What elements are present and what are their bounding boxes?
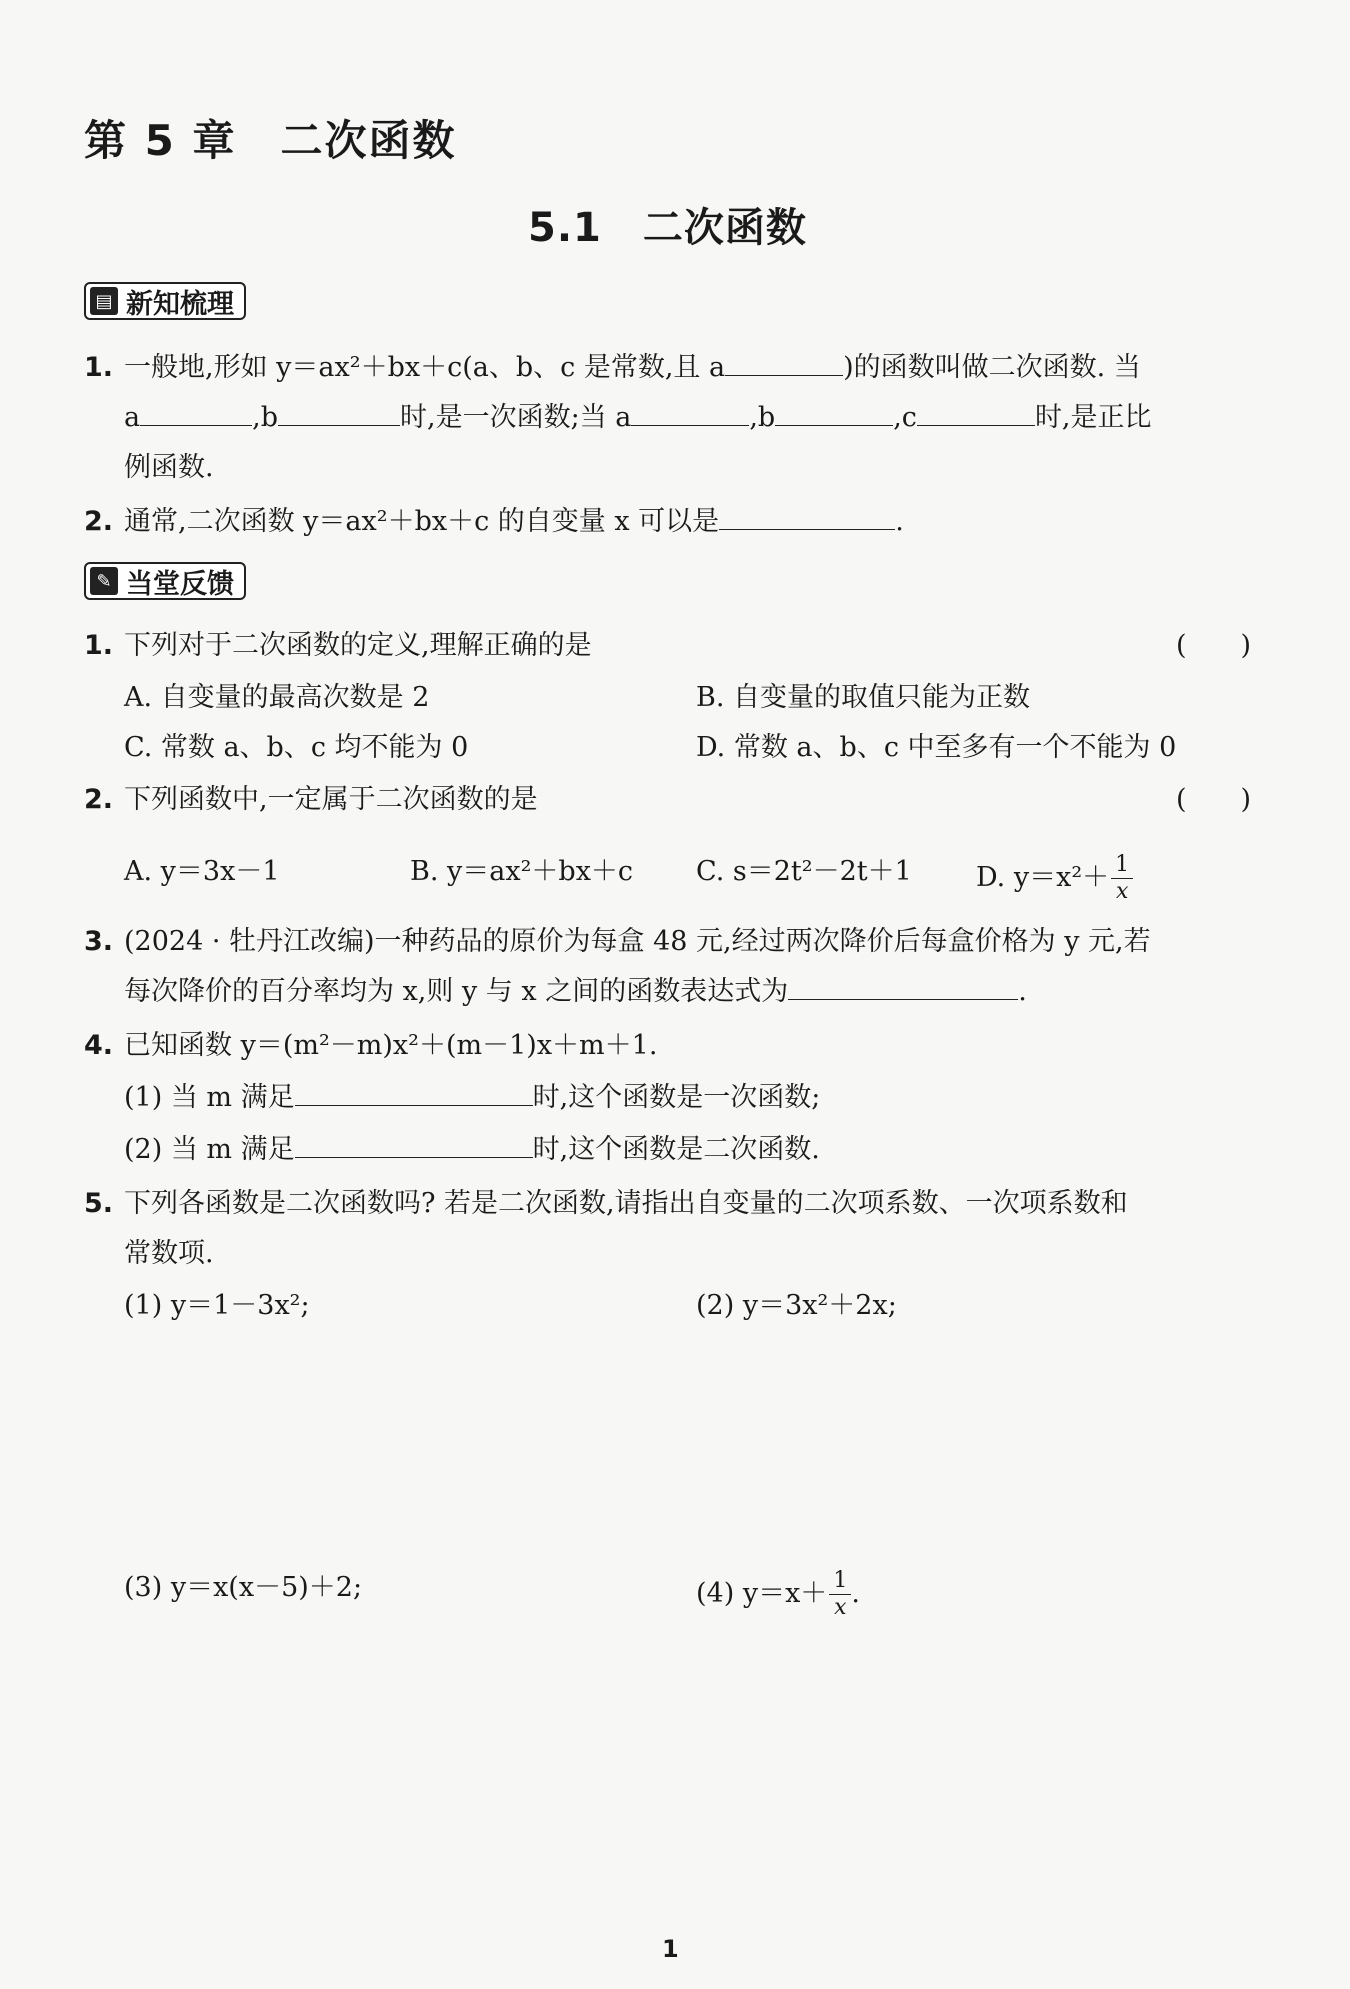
q1-option-c: C. 常数 a、b、c 均不能为 0 — [124, 732, 469, 763]
banner-class-feedback: ✎ 当堂反馈 — [84, 562, 246, 600]
q5-sub-4: (4) y＝x＋ $\frac{1}{x}$ . — [696, 1568, 860, 1620]
q2-option-c: C. s＝2t²－2t＋1 — [696, 856, 912, 887]
fraction: $\frac{1}{x}$ — [1111, 852, 1133, 905]
q2-option-a: A. y＝3x－1 — [124, 856, 280, 887]
chapter-title: 第 5 章 二次函数 — [84, 116, 457, 165]
page-number: 1 — [662, 1935, 679, 1963]
fraction: $\frac{1}{x}$ — [829, 1568, 851, 1621]
knowledge-item-1-line2: a ,b 时,是一次函数;当 a ,b ,c 时,是正比 — [124, 402, 1152, 433]
knowledge-item-1: 1. 一般地,形如 y＝ax²＋bx＋c(a、b、c 是常数,且 a )的函数叫做二次函数. 当 — [84, 352, 1141, 383]
q2-option-d: D. y＝x²＋ $\frac{1}{x}$ — [976, 852, 1133, 905]
question-4-part-1: (1) 当 m 满足 时,这个函数是一次函数; — [124, 1082, 821, 1113]
question-3-line2: 每次降价的百分率均为 x,则 y 与 x 之间的函数表达式为 . — [124, 976, 1027, 1007]
question-2: 2. 下列函数中,一定属于二次函数的是 — [84, 784, 538, 815]
knowledge-item-1-line3: 例函数. — [124, 452, 214, 483]
q5-sub-3: (3) y＝x(x－5)＋2; — [124, 1572, 363, 1603]
answer-paren-2: ( ) — [1176, 784, 1252, 815]
q2-option-b: B. y＝ax²＋bx＋c — [410, 856, 634, 887]
banner-new-knowledge: ▤ 新知梳理 — [84, 282, 246, 320]
q1-option-b: B. 自变量的取值只能为正数 — [696, 682, 1031, 713]
section-title: 5.1 二次函数 — [528, 205, 807, 251]
knowledge-item-2: 2. 通常,二次函数 y＝ax²＋bx＋c 的自变量 x 可以是 . — [84, 506, 904, 537]
question-5: 5. 下列各函数是二次函数吗? 若是二次函数,请指出自变量的二次项系数、一次项系数和 — [84, 1188, 1128, 1219]
answer-paren-1: ( ) — [1176, 630, 1252, 661]
question-5-line2: 常数项. — [124, 1238, 214, 1269]
question-4: 4. 已知函数 y＝(m²－m)x²＋(m－1)x＋m＋1. — [84, 1030, 658, 1061]
q1-option-d: D. 常数 a、b、c 中至多有一个不能为 0 — [696, 732, 1177, 763]
pencil-icon: ✎ — [90, 567, 118, 595]
book-icon: ▤ — [90, 287, 118, 315]
q1-option-a: A. 自变量的最高次数是 2 — [124, 682, 430, 713]
q5-sub-1: (1) y＝1－3x²; — [124, 1290, 310, 1321]
question-3: 3. (2024 · 牡丹江改编)一种药品的原价为每盒 48 元,经过两次降价后每盒价格为 y 元,若 — [84, 926, 1151, 957]
q5-sub-2: (2) y＝3x²＋2x; — [696, 1290, 897, 1321]
question-1: 1. 下列对于二次函数的定义,理解正确的是 — [84, 630, 592, 661]
question-4-part-2: (2) 当 m 满足 时,这个函数是二次函数. — [124, 1134, 820, 1165]
